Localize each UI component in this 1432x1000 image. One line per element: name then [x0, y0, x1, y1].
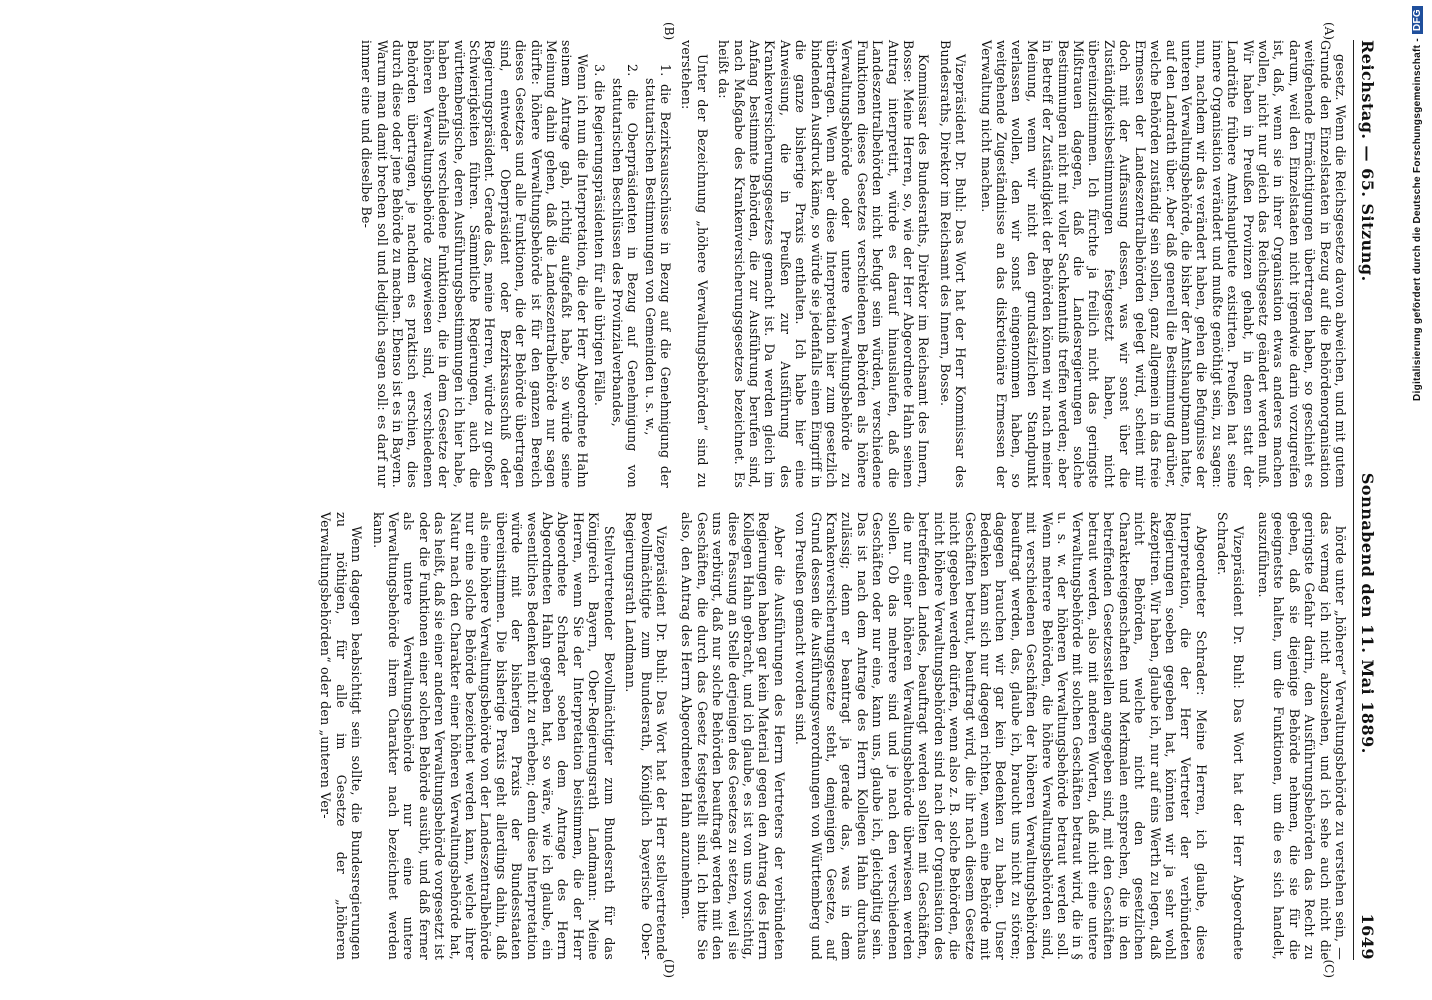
paragraph: hörde unter „höherer“ Verwaltungsbehörde zu verstehen sein, — das vermag ich nicht abzusehen, und ich sehe auch nicht die geringste Gefahr darin, den Ausführungsbehörden das Recht zu geben, daß sie diejenige Behörde nehmen, die sie für die geeignetste halten, um die Funktionen, um die es sich handelt, auszuführen. [1255, 512, 1348, 960]
enumerated-list [592, 50, 673, 488]
paragraph: Abgeordneter Schrader: Meine Herren, ich glaube, diese Interpretation, die der Herr Vertreter der verbündeten Regierungen soeben gegeben hat, könnten wir ja sehr wohl akzeptiren. Wir haben, glaube ich, nur auf eins Werth zu legen, daß nicht Behörden, welche nicht den gesetzlichen Charaktereigenschaften und Merkmalen entsprechen, die in den betreffenden Gesetzesstellen angegeben sind, mit den Geschäften betraut werden, also mit anderen Worten, daß nicht eine untere Verwaltungsbehörde mit solchen Geschäften betraut wird, die in § u. s. w. der höheren Verwaltungsbehörde betraut werden soll. Wenn mehrere Behörden, die höhere Verwaltungsbehörden sind, mit verschiedenen Geschäften der höheren Verwaltungsbehörden beauftragt werden, das, glaube ich, braucht uns nicht zu stören; dagegen brauchen wir gar kein Bedenken zu haben. Unser Bedenken kann sich nur dagegen richten, wenn eine Behörde mit Geschäften betraut, beauftragt wird, die ihr nach diesem Gesetze nicht gegeben werden dürfen, wenn also z. B. solche Behörden, die nicht höhere Verwaltungsbehörden sind nach der Organisation des betreffenden Landes, beauftragt werden sollten mit Geschäften, die nur einer höheren Verwaltungsbehörde überwiesen werden sollen. Ob das mehrere sind und je nach den verschiedenen Geschäften oder nur eine, kann uns, glaube ich, gleichgiltig sein. Das ist nach dem Antrage des Herrn Kollegen Hahn durchaus zulässig; denn er beantragt ja gerade das, was in dem Krankenversicherungsgesetze steht, demjenigen Gesetze, auf Grund dessen die Ausführungsverordnungen von Württemberg und von Preußen gemacht worden sind. [793, 512, 1209, 960]
paragraph-speaker: Vizepräsident Dr. Buhl: Das Wort hat der Herr Abgeordnete Schrader. [1215, 512, 1246, 960]
paragraph: Wenn dagegen beabsichtigt sein sollte, die Bundesregierungen zu nöthigen, für alle im Gesetze der „höheren Verwaltungsbehörden“ oder den „unteren Ver- [318, 512, 365, 960]
paragraph: Wenn ich nun die Interpretation, die der Herr Abgeordnete Hahn seinem Antrage gab, richtig aufgefaßt habe, so würde seine Meinung dahin gehen, daß die Landeszentralbehörde nur sagen dürfte: höhere Verwaltungsbehörde ist für den ganzen Bereich dieses Gesetzes und alle Funktionen, die der Behörde übertragen sind, entweder Oberpräsident oder Bezirksausschuß oder Regierungspräsident. Gerade das, meine Herren, würde zu großen Schwierigkeiten führen. Sämmtliche Regierungen, auch die württembergische, deren Ausführungsbestimmungen ich hier habe, haben ebenfalls verschiedene Funktionen, die in dem Gesetze der höheren Verwaltungsbehörde zugewiesen sind, verschiedenen Behörden übertragen, je nachdem es praktisch erschien, dies durch diese oder jene Behörde zu machen. Ebenso ist es in Bayern. Warum man damit brechen soll und lediglich sagen soll: es darf nur immer eine und dieselbe Be- [359, 40, 590, 488]
list-item: 2. die Oberpräsidenten in Bezug auf Genehmigung von statutarischen Beschlüssen des Provinzialverbandes, [609, 64, 641, 488]
marker-a: (A) [1322, 22, 1336, 41]
paragraph: Unter der Bezeichnung „höhere Verwaltungsbehörden“ sind zu verstehen: [679, 40, 710, 488]
header-left: Reichstag. — 65. Sitzung. [1358, 40, 1377, 282]
digitization-stamp [1410, 6, 1430, 986]
paragraph-speaker: Vizepräsident Dr. Buhl: Das Wort hat der Herr stellvertretende Bevollmächtigte zum Bundesrath, Königlich bayerische Ober-Regierungsrath Landmann. [623, 512, 669, 960]
paragraph: Stellvertretender Bevollmächtigter zum Bundesrath für das Königreich Bayern, Ober-Regierungsrath Landmann: Meine Herren, wenn Sie der Interpretation beistimmen, die der Herr Abgeordnete Schrader soeben dem Antrage des Herrn Abgeordneten Hahn gegeben hat, so wäre, wie ich glaube, ein wesentliches Bedenken nicht zu erheben; denn diese Interpretation würde mit der bisherigen Praxis der Bundesstaaten übereinstimmen. Die bisherige Praxis geht allerdings dahin, daß als eine höhere Verwaltungsbehörde von der Landeszentralbehörde nur eine solche Behörde bezeichnet werden kann, welche ihrer Natur nach den Charakter einer höheren Verwaltungsbehörde hat, das heißt, daß sie einer anderen Verwaltungsbehörde vorgesetzt ist oder die Funktionen einer solchen Behörde ausübt, und daß ferner als untere Verwaltungsbehörde nur eine untere Verwaltungsbehörde ihrem Charakter nach bezeichnet werden kann. [370, 512, 617, 960]
marker-c: (C) [1322, 959, 1336, 978]
paragraph: Kommissar des Bundesraths, Direktor im Reichsamt des Innern, Bosse: Meine Herren, so, wie der Herr Abgeordnete Hahn seinen Antrag interpretirt, würde es darauf hinauslaufen, daß die Landeszentralbehörden nicht befugt sein würden, verschiedene Funktionen dieses Gesetzes verschiedenen Behörden als höhere Verwaltungsbehörde oder untere Verwaltungsbehörde zu übertragen. Wenn aber diese Interpretation hier zum gesetzlich bindenden Ausdruck käme, so würde sie jedenfalls einen Eingriff in die ganze bisherige Praxis enthalten. Ich habe hier eine Anweisung, die in Preußen zur Ausführung des Krankenversicherungsgesetzes gemacht ist. Da werden gleich im Anfang bestimmte Behörden, die zur Ausführung berufen sind, nach Maßgabe des Krankenversicherungsgesetzes bezeichnet. Es heißt da: [716, 40, 932, 488]
text-columns [58, 40, 1348, 960]
list-item: 1. die Bezirksausschüsse in Bezug auf die Genehmigung der statutarischen Bestimmungen von Gemeinden u. s. w., [642, 64, 673, 488]
running-header [1353, 40, 1386, 960]
paragraph: Aber die Ausführungen des Herrn Vertreters der verbündeten Regierungen haben gar kein Material gegen den Antrag des Herrn Kollegen Hahn gebracht, und ich glaube, es ist von uns vorsichtig, diese Fassung an Stelle derjenigen des Gesetzes zu setzen, weil sie uns verbürgt, daß nur solche Behörden beauftragt werden mit den Geschäften, die durch das Gesetz festgestellt sind. Ich bitte Sie also, den Antrag des Herrn Abgeordneten Hahn anzunehmen. [679, 512, 787, 960]
dfg-logo: DFG [1412, 6, 1423, 34]
header-date: Sonnabend den 11. Mai 1889. [1358, 472, 1377, 754]
stamp-text [1412, 6, 1428, 986]
left-column [58, 40, 1348, 488]
paragraph: gesetz. Wenn die Reichsgesetze davon abweichen, und mit gutem Grunde den Einzelstaaten in Bezug auf die Behördenorganisation weitgehende Ermächtigungen übertragen haben, so geschieht es darum, weil den Einzelstaaten nicht irgendwie darin vorzugreifen ist, daß, wenn sie in ihrer Organisation etwas anderes machen wollen, nicht nur gleich das Reichsgesetz geändert werden muß. Wir haben in Preußen Provinzen gehabt, in denen statt der Landräthe frühere Amtshauptleute existirten. Preußen hat seine innere Organisation verändert und mußte genöthigt sein, zu sagen: nun, nachdem wir das verändert haben, gehen die Befugnisse der unteren Verwaltungsbehörde, die bisher der Amtshauptmann hatte, auf den Landrath über. Aber daß generell die Bestimmung darüber, welche Behörden zuständig sein sollen, ganz allgemein in das freie Ermessen der Landeszentralbehörden gelegt wird, scheint mir doch mit der Auffassung dessen, was wir sonst über die Zuständigkeitsbestimmungen festgesetzt haben, nicht übereinzustimmen. Ich fürchte ja freilich nicht das geringste Mißtrauen dagegen, daß die Landesregierungen solche Bestimmungen nicht mit voller Sachkenntniß treffen werden; aber in Betreff der Zuständigkeit der Behörden können wir nach meiner Meinung, wenn wir nicht den grundsätzlichen Standpunkt verlassen wollen, den wir sonst eingenommen haben, so weitgehende Zugeständnisse an das diskretionäre Ermessen der Verwaltung nicht machen. [978, 40, 1348, 488]
right-column [58, 512, 1348, 960]
paragraph-speaker: Vizepräsident Dr. Buhl: Das Wort hat der Herr Kommissar des Bundesraths, Direktor im Reichsamt des Innern, Bosse. [937, 40, 969, 488]
rotated-page-content [36, 20, 1396, 980]
marker-b: (B) [662, 22, 676, 41]
stamp-label: Digitalisierung gefördert durch die Deutsche Forschungsgemeinschaft - [1412, 38, 1423, 401]
list-item: 3. die Regierungspräsidenten für alle übrigen Fälle. [592, 64, 608, 407]
marker-d: (D) [662, 959, 676, 978]
page-number: 1649 [1358, 913, 1377, 960]
